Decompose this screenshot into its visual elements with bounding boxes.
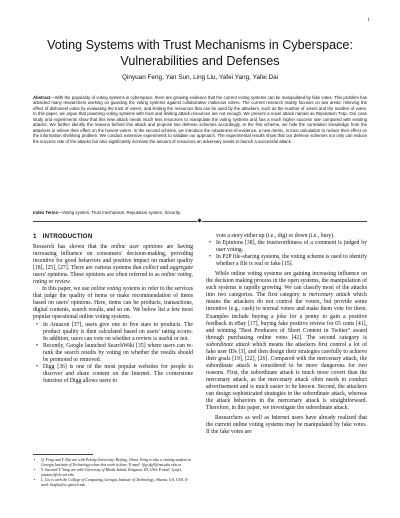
footnote: • L. Liu is with the College of Computing, Georgia Institute of Technology, Atlanta, GA, USA. E-mail: lingliu@cc.gatech.edu xyxy=(33,478,193,487)
voting-systems-list-cont xyxy=(206,240,367,268)
paper-title: Voting Systems with Trust Mechanisms in Cyberspace: Vulnerabilities and Defenses xyxy=(47,38,353,68)
intro-paragraph-2: In this paper, we use online voting systems to refer to the services that judge the quality of items or make recommendation of items based on users' opinions. Here, items can be products, transactions, digital contents, search results, and so on. We below list a few most popular operational online voting systems. xyxy=(33,286,193,321)
list-item: • In Epinions [38], the trustworthiness of a comment is judged by user voting. xyxy=(216,240,367,254)
index-terms-text: —Voting system, Trust mechanism, Reputation system, Security. xyxy=(58,210,181,215)
list-item: • In Amazon [37], users give one to five stars to products. The product quality is then calculated based on users' rating scores. In addition, users can vote on whether a review is useful or not. xyxy=(43,322,193,343)
list-item: • Digg [36] is one of the most popular websites for people to discover and share content on the Internet. The cornerstone function of Digg allows users to xyxy=(43,364,193,385)
author-list: Qinyuan Feng, Yan Sun, Ling Liu, Yafei Yang, Yafei Dai xyxy=(121,74,279,81)
footnote: • Q. Feng and Y. Dai are with Peking University, Beijing, China. Feng is also a visiting student in Georgia Institute of Technology when this work is done. E-mail: {fqy,dyf}@net.pku.edu.cn xyxy=(33,458,193,467)
left-column xyxy=(33,233,193,385)
section-heading xyxy=(33,233,193,241)
voting-systems-list xyxy=(33,322,193,385)
abstract-text: —With the popularity of voting systems in cyberspace, there are growing evidence that the current voting systems can be manipulated by fake votes. This problem has attracted many researchers working on guarding the voting systems against collaborative malicious voters. The current research mainly focuses on two areas: relieving the effect of dishonest votes by evaluating the trust of voters, and limiting the resources that can be used by the attackers, such as the number of voters and the number of votes. In this paper, we argue that powering voting systems with trust and limiting attack resources are not enough. We present a novel attack named as Reputation Trap. Our case study and experiments show that this new attack needs much less resources to manipulate the voting systems and has a much higher success rate compared with existing attacks. We further identify the reasons behind this attack and propose two defense schemes accordingly. In the first scheme, we hide the correlation knowledge from the attackers to relieve their effect on the honest voters. In the second scheme, we introduce the robustness-of-evidence, a new metric, in trust calculation to reduce their effect on the information shrinking problem. We conduct extensive experiments to validate our approach. The experimental results show that our defense schemes not only can reduce the success rate of the attacks but also significantly increase the amount of resources an adversary needs to launch a successful attack. xyxy=(33,95,367,144)
intro-paragraph-4: Researchers as well as Internet users have already realized that the current online voting systems may be manipulated by fake votes. If the fake votes are xyxy=(206,415,367,436)
section-title: INTRODUCTION xyxy=(42,233,93,240)
list-item-continuation: vote a story either up (i.e., dig) or down (i.e., bury). xyxy=(216,233,335,239)
list-item: • In P2P file-sharing systems, the voting scheme is used to identify whether a file is real or fake [15]. xyxy=(216,254,367,268)
index-terms-label: Index Terms xyxy=(33,210,58,215)
abstract-label: Abstract xyxy=(33,95,51,100)
page-number: 1 xyxy=(367,18,370,23)
list-item: • Recently, Google launched SearchWiki [35] where users can re-rank the search results by voting on whether the results should be promoted or removed. xyxy=(43,343,193,364)
divider-diamond-icon xyxy=(196,217,203,224)
right-column xyxy=(206,233,367,436)
section-number: 1 xyxy=(33,233,37,240)
intro-paragraph-3: While online voting systems are gaining increasing influence on the decision making process in the open systems, the manipulation of such systems is rapidly growing. We can classify most of the attacks into two categories. The first category is mercenary attack which means the attackers do not control the voters, but provide some incentive (e.g., cash) to normal voters and make them vote for them. Examples include buying a joke for a penny to gain a positive feedback in eBay [17], buying fake positive review for 65 cents [41], and winning "Best Producers of Short Content in Twitter" award through purchasing online votes [42]. The second category is subordinate attack which means the attackers first control a lot of fake user IDs [3], and then design their strategies carefully to achieve their goals [19], [22], [26]. Compared with the mercenary attack, the subordinate attack is considered to be more dangerous for two reasons. First, the subordinate attack is much more covert than the mercenary attack, as the mercenary attack often needs to conduct advertisement and is much easier to be known. Second, the attackers can design sophisticated strategies in the subordinate attack, whereas the attack behaviors in the mercenary attack is straightforward. Therefore, in this paper, we investigate the subordinate attack. xyxy=(206,271,367,412)
footnote: • Y. Sun and Y. Yang are with University of Rhode Island, Kingston, RI, USA. E-mail: {yafei, yansun}@ele.uri.edu xyxy=(33,468,193,477)
intro-paragraph-1: Research has shown that the online user opinions are having increasing influence on consumers' decision-making, providing incentive for good behaviors and positive impact on market quality [18], [25], [27]. There are various systems that collect and aggregate users' opinions. These opinions are often referred to as online voting, rating or review. xyxy=(33,244,193,286)
index-terms xyxy=(33,210,367,215)
author-footnotes xyxy=(33,458,193,488)
footnote-divider xyxy=(33,454,93,455)
abstract xyxy=(33,95,367,144)
